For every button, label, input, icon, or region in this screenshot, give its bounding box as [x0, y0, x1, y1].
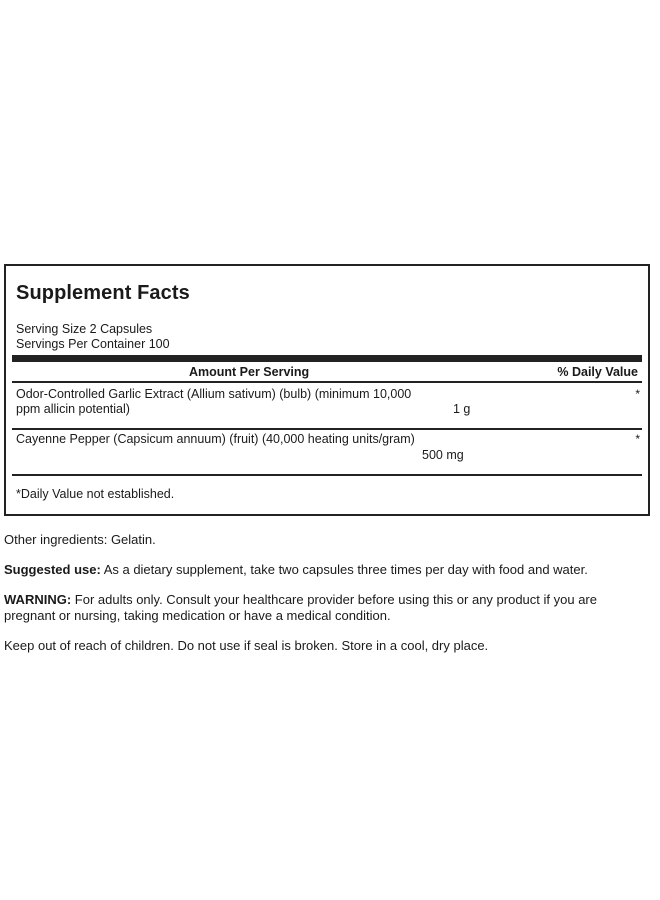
garlic-amount: 1 g — [453, 402, 471, 416]
warning — [4, 592, 597, 624]
garlic-daily-value: * — [635, 387, 640, 401]
warning-label: WARNING: — [4, 592, 72, 607]
warning-text-line2: pregnant or nursing, taking medication or have a medical condition. — [4, 608, 391, 623]
daily-value-header: % Daily Value — [557, 365, 638, 379]
row-divider — [12, 428, 642, 430]
header-divider — [12, 381, 642, 383]
serving-size: Serving Size 2 Capsules — [16, 322, 153, 336]
warning-text-line1: For adults only. Consult your healthcare provider before using this or any product if you are — [71, 592, 597, 607]
facts-title: Supplement Facts — [16, 282, 190, 304]
cayenne-daily-value: * — [635, 432, 640, 446]
cayenne-amount: 500 mg — [422, 448, 464, 462]
thick-divider — [12, 355, 642, 362]
suggested-use-label: Suggested use: — [4, 562, 101, 577]
cayenne-ingredient-line1: Cayenne Pepper (Capsicum annuum) (fruit) (40,000 heating units/gram) — [16, 432, 415, 446]
suggested-use-text: As a dietary supplement, take two capsules three times per day with food and water. — [100, 562, 588, 577]
storage-instructions: Keep out of reach of children. Do not use if seal is broken. Store in a cool, dry place. — [4, 638, 489, 653]
suggested-use — [4, 562, 588, 578]
footer-divider — [12, 474, 642, 476]
servings-per-container: Servings Per Container 100 — [16, 337, 170, 351]
other-ingredients: Other ingredients: Gelatin. — [4, 532, 156, 547]
daily-value-footnote: *Daily Value not established. — [16, 487, 175, 501]
garlic-ingredient-line2: ppm allicin potential) — [16, 402, 130, 416]
garlic-ingredient-line1: Odor-Controlled Garlic Extract (Allium sativum) (bulb) (minimum 10,000 — [16, 387, 412, 401]
supplement-facts-panel — [4, 264, 650, 516]
amount-per-serving-header: Amount Per Serving — [189, 365, 310, 379]
